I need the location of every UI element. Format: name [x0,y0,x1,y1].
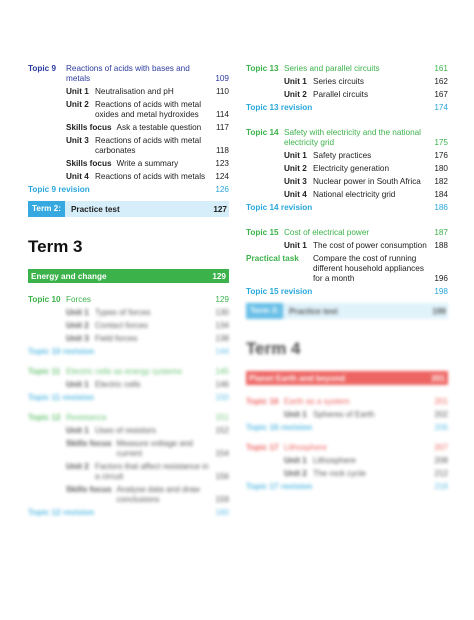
term-3-heading: Term 3 [28,237,83,256]
topic-17-entry [246,443,448,453]
page-number: 146 [215,380,229,389]
unit-entry[interactable] [246,241,448,251]
unit-label: Unit 2 [284,469,307,478]
skills-label: Skills focus [66,439,112,448]
page-number: 114 [215,110,229,119]
term-3-practice-test [246,303,448,319]
unit-entry[interactable] [28,172,229,182]
unit-entry[interactable] [246,77,448,87]
page-number: 138 [215,334,229,343]
unit-label: Unit 1 [284,241,307,250]
page-number: 144 [215,347,229,356]
revision-title: Topic 12 revision [28,508,95,517]
skills-focus-entry[interactable] [28,123,229,133]
unit-entry [246,469,448,479]
page-number: 129 [215,295,229,304]
practical-task-label: Practical task [246,254,299,263]
topic-label: Topic 15 [246,228,279,237]
unit-label: Unit 1 [66,87,89,96]
page-number: 154 [215,449,229,458]
unit-title: Reactions of acids with metal carbonates [95,136,202,155]
term-2-practice-test[interactable] [28,201,229,217]
topic-title: Forces [66,295,92,304]
page-number: 206 [434,423,448,432]
unit-title: The cost of power consumption [313,241,427,250]
page-number: 167 [434,90,448,99]
page-number: 187 [434,228,448,237]
unit-entry [28,308,229,318]
page-number: 123 [215,159,229,168]
unit-entry[interactable] [28,87,229,97]
practical-task-entry[interactable] [246,254,448,284]
revision-title: Topic 9 revision [28,185,90,194]
page-number: 182 [434,177,448,186]
topic-13-entry[interactable] [246,64,448,74]
unit-title: Nuclear power in South Africa [313,177,421,186]
unit-label: Unit 2 [284,90,307,99]
unit-entry[interactable] [246,190,448,200]
page-number: 160 [215,508,229,517]
unit-label: Unit 3 [284,177,307,186]
strand-title: Planet Earth and beyond [249,373,345,383]
page-number: 145 [215,367,229,376]
unit-entry [246,410,448,420]
practical-task-title: Compare the cost of running different household appliances for a month [313,254,424,283]
unit-title: Uses of resistors [95,426,156,435]
unit-label: Unit 2 [66,462,89,471]
planet-earth-bar [246,371,448,385]
unit-label: Unit 1 [66,308,89,317]
page-number: 202 [434,410,448,419]
unit-entry[interactable] [246,177,448,187]
revision-title: Topic 13 revision [246,103,313,112]
blurred-preview-left [28,308,229,518]
term-badge: Term 2: [28,201,65,217]
topic-11-entry [28,367,229,377]
unit-title: Reactions of acids with metals [95,172,206,181]
unit-entry [28,380,229,390]
topic-title: Resistance [66,413,107,422]
term-badge: Term 3: [246,303,283,319]
page-number: 159 [215,495,229,504]
practice-test-title: Practice test [288,306,338,316]
unit-label: Unit 1 [66,380,89,389]
skills-label: Skills focus [66,485,112,494]
page-number: 152 [215,426,229,435]
unit-label: Unit 2 [66,100,89,109]
page-number: 196 [434,274,448,283]
page-number: 134 [215,321,229,330]
topic-title: Series and parallel circuits [284,64,380,73]
contents-left-column [28,64,229,521]
page-number: 188 [434,241,448,250]
unit-title: Contact forces [95,321,148,330]
skills-title: Ask a testable question [116,123,202,132]
page-number: 212 [434,469,448,478]
topic-label: Topic 10 [28,295,61,304]
topic-revision-entry [28,347,229,357]
topic-label: Topic 9 [28,64,57,73]
unit-label: Unit 1 [66,426,89,435]
topic-label: Topic 11 [28,367,61,376]
topic-16-entry [246,397,448,407]
unit-label: Unit 3 [66,136,89,145]
page-number: 156 [215,472,229,481]
topic-revision-entry [28,393,229,403]
page-number: 199 [432,306,446,316]
topic-9-entry[interactable] [28,64,229,84]
topic-revision-entry[interactable] [246,103,448,113]
page-number: 184 [434,190,448,199]
unit-label: Unit 2 [284,164,307,173]
topic-revision-entry[interactable] [246,287,448,297]
unit-label: Unit 1 [284,151,307,160]
skills-title: Write a summary [116,159,179,168]
page-number: 201 [434,397,448,406]
unit-title: Field forces [95,334,138,343]
topic-title: Cost of electrical power [284,228,370,237]
revision-title: Topic 15 revision [246,287,313,296]
unit-title: Types of forces [95,308,151,317]
unit-title: Spheres of Earth [313,410,375,419]
page-number: 186 [434,203,448,212]
unit-label: Unit 1 [284,456,307,465]
unit-title: Series circuits [313,77,364,86]
unit-title: Lithosphere [313,456,356,465]
contents-right-column [246,64,448,495]
page-number: 110 [215,87,229,96]
unit-title: Safety practices [313,151,372,160]
topic-title: Electric cells as energy systems [66,367,183,376]
page-number: 118 [215,146,229,155]
page-number: 161 [434,64,448,73]
page-number: 129 [212,271,226,281]
page-number: 124 [215,172,229,181]
page-number: 208 [434,456,448,465]
topic-label: Topic 17 [246,443,279,452]
topic-10-entry[interactable] [28,295,229,305]
unit-entry[interactable] [28,136,229,156]
unit-title: Electricity generation [313,164,389,173]
unit-label: Unit 4 [284,190,307,199]
unit-entry [28,426,229,436]
unit-entry [28,321,229,331]
page-number: 201 [431,373,445,383]
topic-label: Topic 12 [28,413,61,422]
topic-label: Topic 14 [246,128,279,137]
unit-label: Unit 1 [284,77,307,86]
page-number: 218 [434,482,448,491]
unit-title: Electric cells [95,380,141,389]
blurred-preview-right [246,303,448,492]
strand-title: Energy and change [31,271,107,281]
revision-title: Topic 17 revision [246,482,313,491]
topic-label: Topic 16 [246,397,279,406]
unit-entry[interactable] [246,90,448,100]
page-number: 162 [434,77,448,86]
page-number: 109 [215,74,229,83]
unit-entry [246,456,448,466]
unit-entry[interactable] [28,100,229,120]
page-number: 207 [434,443,448,452]
skills-title: Analyse data and draw conclusions [116,485,200,504]
unit-entry [28,334,229,344]
topic-revision-entry [28,508,229,518]
unit-title: Reactions of acids with metal oxides and metal hydroxides [95,100,202,119]
unit-title: Parallel circuits [313,90,369,99]
unit-title: The rock cycle [313,469,366,478]
skills-focus-entry[interactable] [28,159,229,169]
topic-label: Topic 13 [246,64,279,73]
skills-label: Skills focus [66,159,112,168]
topic-12-entry [28,413,229,423]
skills-label: Skills focus [66,123,112,132]
page-number: 176 [434,151,448,160]
revision-title: Topic 14 revision [246,203,313,212]
page-number: 174 [434,103,448,112]
unit-label: Unit 2 [66,321,89,330]
page-number: 127 [213,204,227,214]
practice-test-title: Practice test [70,204,120,214]
page-number: 175 [434,138,448,147]
unit-entry[interactable] [246,164,448,174]
topic-title: Earth as a system [284,397,350,406]
skills-focus-entry [28,485,229,505]
page-number: 126 [215,185,229,194]
unit-entry[interactable] [246,151,448,161]
topic-revision-entry[interactable] [246,203,448,213]
topic-revision-entry [246,423,448,433]
topic-15-entry[interactable] [246,228,448,238]
unit-label: Unit 1 [284,410,307,419]
skills-focus-entry [28,439,229,459]
revision-title: Topic 16 revision [246,423,313,432]
topic-revision-entry [246,482,448,492]
revision-title: Topic 10 revision [28,347,95,356]
energy-and-change-bar[interactable] [28,269,229,283]
topic-14-entry[interactable] [246,128,448,148]
topic-title: Reactions of acids with bases and metals [66,64,190,83]
term-4-heading: Term 4 [246,339,301,358]
page-number: 130 [215,308,229,317]
unit-label: Unit 4 [66,172,89,181]
unit-title: National electricity grid [313,190,396,199]
topic-title: Lithosphere [284,443,327,452]
skills-title: Measure voltage and current [116,439,193,458]
unit-title: Factors that affect resistance in a circuit [95,462,209,481]
page-number: 150 [215,393,229,402]
revision-title: Topic 11 revision [28,393,94,402]
page-number: 180 [434,164,448,173]
page-number: 117 [215,123,229,132]
topic-revision-entry[interactable] [28,185,229,195]
unit-title: Neutralisation and pH [95,87,174,96]
page-number: 198 [434,287,448,296]
unit-entry [28,462,229,482]
page-number: 151 [215,413,229,422]
topic-title: Safety with electricity and the national electricity grid [284,128,421,147]
unit-label: Unit 3 [66,334,89,343]
